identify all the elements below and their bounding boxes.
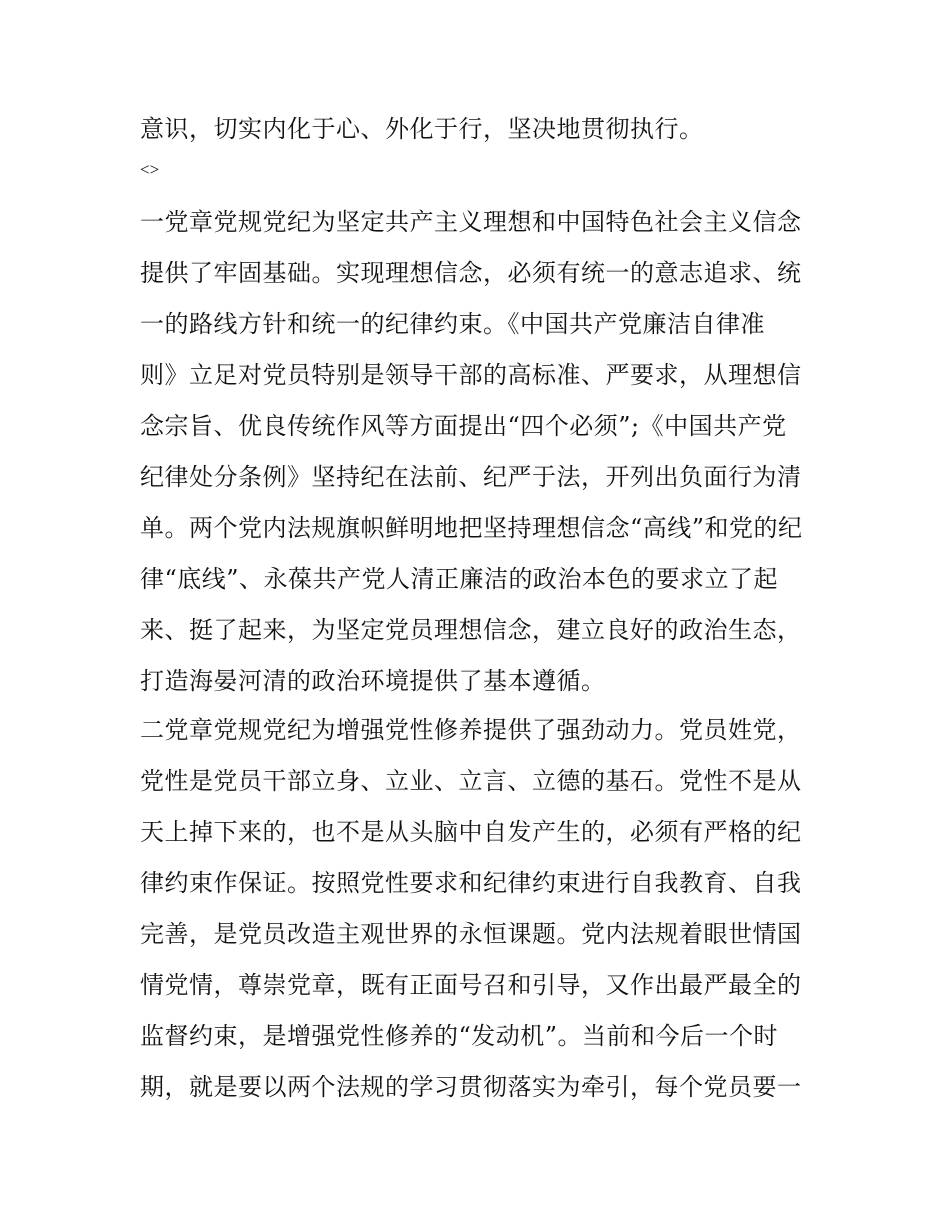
text-line: 纪律处分条例》坚持纪在法前、纪严于法，开列出负面行为清: [140, 463, 802, 491]
text-line: 念宗旨、优良传统作风等方面提出“四个必须”;《中国共产党: [140, 412, 787, 440]
text-line: 二党章党规党纪为增强党性修养提供了强劲动力。党员姓党，: [140, 716, 802, 744]
text-line: 则》立足对党员特别是领导干部的高标准、严要求，从理想信: [140, 361, 802, 389]
section-marker: <>: [140, 160, 160, 179]
text-line: 打造海晏河清的政治环境提供了基本遵循。: [140, 667, 606, 695]
text-line: 监督约束，是增强党性修养的“发动机”。当前和今后一个时: [140, 1022, 779, 1050]
text-line: 期，就是要以两个法规的学习贯彻落实为牵引，每个党员要一: [140, 1073, 802, 1101]
text-line: 来、挺了起来，为坚定党员理想信念，建立良好的政治生态，: [140, 616, 802, 644]
text-line: 一党章党规党纪为坚定共产主义理想和中国特色社会主义信念: [140, 208, 802, 236]
text-line: 意识，切实内化于心、外化于行，坚决地贯彻执行。: [140, 115, 704, 143]
text-line: 情党情，尊崇党章，既有正面号召和引导，又作出最严最全的: [140, 971, 802, 999]
text-line: 完善，是党员改造主观世界的永恒课题。党内法规着眼世情国: [140, 920, 802, 948]
text-line: 律“底线”、永葆共产党人清正廉洁的政治本色的要求立了起: [140, 565, 779, 593]
text-line: 一的路线方针和统一的纪律约束。《中国共产党廉洁自律准: [140, 310, 765, 338]
text-line: 提供了牢固基础。实现理想信念，必须有统一的意志追求、统: [140, 259, 802, 287]
text-line: 律约束作保证。按照党性要求和纪律约束进行自我教育、自我: [140, 869, 802, 897]
text-line: 党性是党员干部立身、立业、立言、立德的基石。党性不是从: [140, 767, 802, 795]
text-line: 天上掉下来的，也不是从头脑中自发产生的，必须有严格的纪: [140, 818, 802, 846]
text-line: 单。两个党内法规旗帜鲜明地把坚持理想信念“高线”和党的纪: [140, 514, 803, 542]
